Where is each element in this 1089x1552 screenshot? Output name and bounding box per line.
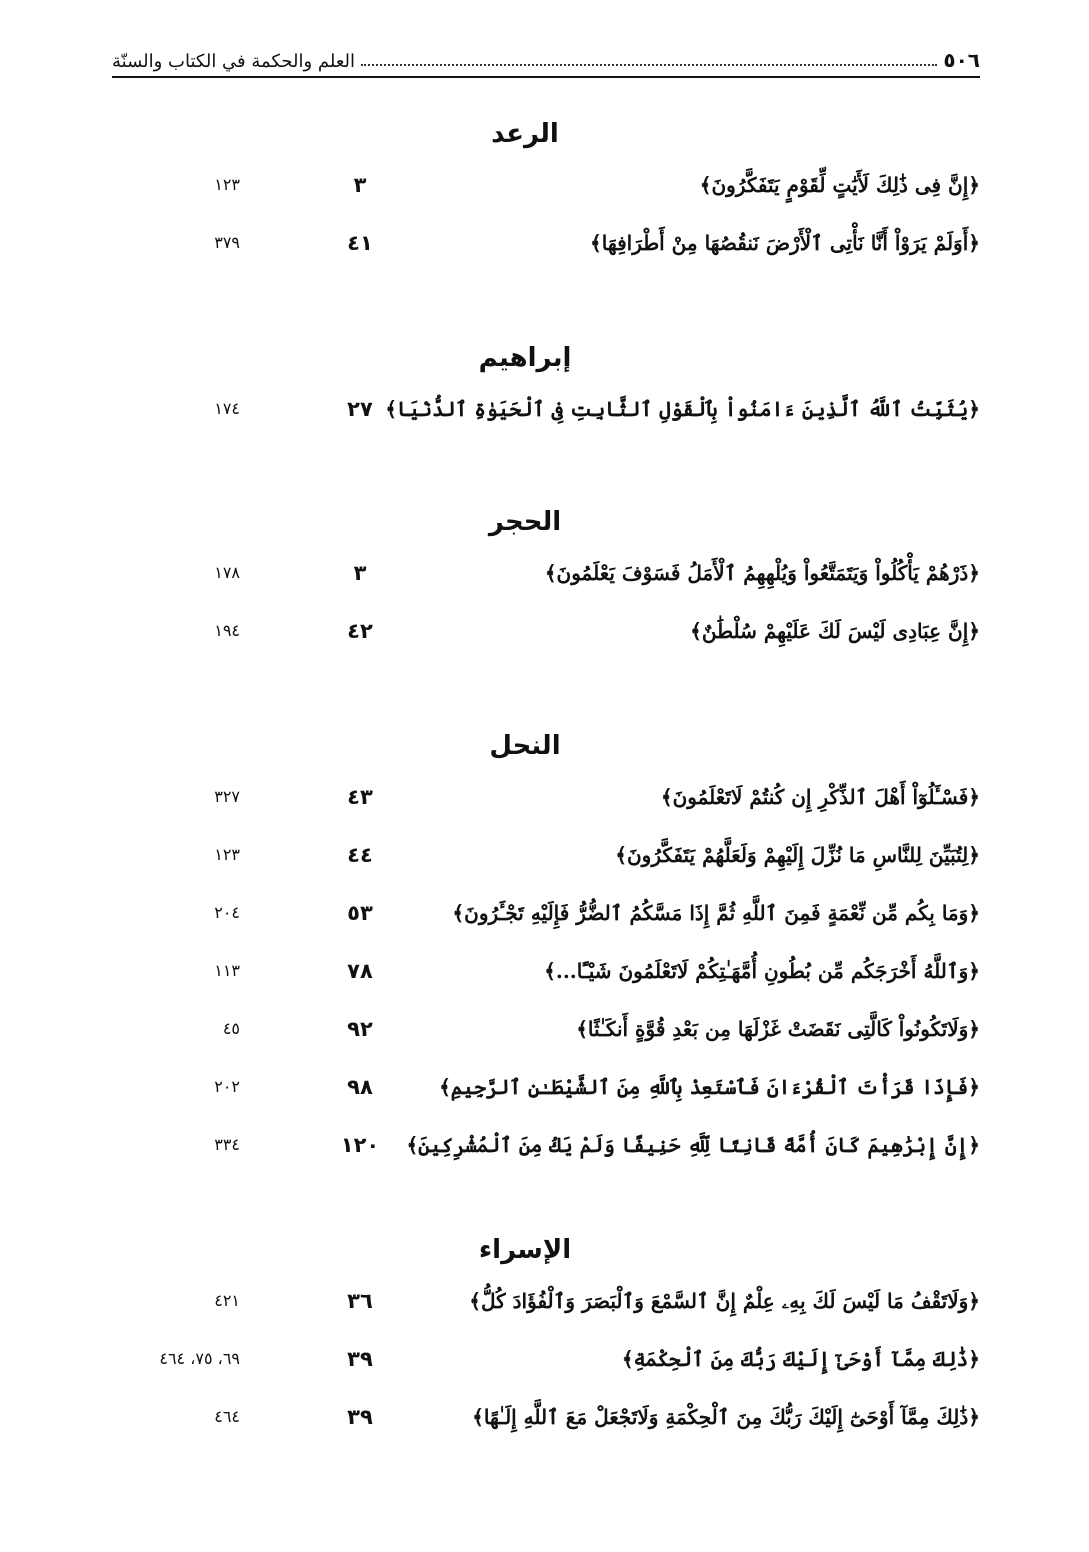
- page-references: ١٢٣: [214, 175, 240, 194]
- ayah-number: ٣٦: [347, 1289, 373, 1313]
- ayah-number: ٥٣: [347, 901, 373, 925]
- verse-row: [100, 380, 990, 438]
- page-references: ٤٢١: [214, 1291, 240, 1310]
- verse-text: ﴿إِنَّ إِبْرَٰهِيمَ كَانَ أُمَّةً قَانِتًا لِّلَّهِ حَنِيفًا وَلَمْ يَكُ مِنَ ٱلْمُشْرِكِينَ﴾: [406, 1133, 980, 1157]
- verse-row: [100, 602, 990, 660]
- verse-text: ﴿وَلَاتَكُونُواْ كَالَّتِى نَقَضَتْ غَزْلَهَا مِن بَعْدِ قُوَّةٍ أَنكَـٰثًا﴾: [576, 1017, 980, 1041]
- running-header: [112, 40, 980, 78]
- verse-text: ﴿ذَرْهُمْ يَأْكُلُواْ وَيَتَمَتَّعُواْ وَيُلْهِهِمُ ٱلْأَمَلُ فَسَوْفَ يَعْلَمُونَ﴾: [544, 561, 980, 585]
- surah-section: [100, 724, 990, 1174]
- ayah-number: ٩٨: [347, 1075, 373, 1099]
- verse-row: [100, 544, 990, 602]
- verse-row: [100, 1058, 990, 1116]
- verse-row: [100, 768, 990, 826]
- ayah-number: ٤١: [347, 231, 373, 255]
- verse-row: [100, 1272, 990, 1330]
- page-references: ٤٦٤: [214, 1407, 240, 1426]
- leader-dots: [361, 64, 937, 66]
- page-references: ١١٣: [214, 961, 240, 980]
- verse-text: ﴿إِنَّ عِبَادِى لَيْسَ لَكَ عَلَيْهِمْ سُلْطَٰنٌ﴾: [690, 619, 980, 643]
- verse-row: [100, 1388, 990, 1446]
- verse-text: ﴿وَٱللَّهُ أَخْرَجَكُم مِّن بُطُونِ أُمَّهَـٰتِكُمْ لَاتَعْلَمُونَ شَيْـًٔا...﴾: [544, 959, 980, 983]
- page-number: ٥٠٦: [943, 48, 980, 72]
- page-references: ٣٢٧: [214, 787, 240, 806]
- ayah-number: ٣٩: [347, 1405, 373, 1429]
- surah-section: [100, 336, 990, 438]
- ayah-number: ٤٤: [347, 843, 373, 867]
- ayah-number: ٣: [353, 173, 367, 197]
- verse-row: [100, 1000, 990, 1058]
- page-references: ٢٠٢: [214, 1077, 240, 1096]
- ayah-number: ٤٣: [347, 785, 373, 809]
- page-references: ٤٥: [222, 1019, 240, 1038]
- page-references: ٣٣٤: [214, 1135, 240, 1154]
- surah-heading: النحل: [489, 731, 561, 761]
- verse-text: ﴿فَإِذَا قَرَأْتَ ٱلْقُرْءَانَ فَٱسْتَعِذْ بِٱللَّهِ مِنَ ٱلشَّيْطَـٰنِ ٱلرَّجِيمِ﴾: [439, 1075, 980, 1099]
- ayah-number: ١٢٠: [340, 1133, 380, 1157]
- ayah-number: ٢٧: [347, 397, 373, 421]
- page-references: ١٧٤: [214, 399, 240, 418]
- surah-section: [100, 500, 990, 660]
- ayah-number: ٣٩: [347, 1347, 373, 1371]
- verse-row: [100, 156, 990, 214]
- surah-heading: الإسراء: [478, 1235, 572, 1265]
- page-references: ١٩٤: [214, 621, 240, 640]
- page-references: ٦٩، ٧٥، ٤٦٤: [159, 1349, 240, 1368]
- verse-text: ﴿يُثَبِّتُ ٱللَّهُ ٱلَّذِينَ ءَامَنُواْ بِٱلْقَوْلِ ٱلثَّابِتِ فِى ٱلْحَيَوٰةِ ٱلدُّنْيَا﴾: [385, 397, 980, 421]
- page-references: ١٢٣: [214, 845, 240, 864]
- verse-row: [100, 942, 990, 1000]
- verse-text: ﴿أَوَلَمْ يَرَوْاْ أَنَّا نَأْتِى ٱلْأَرْضَ نَنقُصُهَا مِنْ أَطْرَافِهَا﴾: [590, 231, 980, 255]
- verse-text: ﴿وَلَاتَقْفُ مَا لَيْسَ لَكَ بِهِۦ عِلْمٌ إِنَّ ٱلسَّمْعَ وَٱلْبَصَرَ وَٱلْفُؤَادَ كُلُّ﴾: [469, 1289, 980, 1313]
- page-references: ٣٧٩: [214, 233, 240, 252]
- verse-text: ﴿فَسْـَٔلُوٓاْ أَهْلَ ٱلذِّكْرِ إِن كُنتُمْ لَاتَعْلَمُونَ﴾: [660, 785, 980, 809]
- verse-text: ﴿إِنَّ فِى ذَٰلِكَ لَأَيَٰتٍ لِّقَوْمٍ يَتَفَكَّرُونَ﴾: [699, 173, 980, 197]
- page-references: ١٧٨: [214, 563, 240, 582]
- surah-heading: الرعد: [491, 119, 559, 149]
- verse-row: [100, 826, 990, 884]
- verse-text: ﴿ذَٰلِكَ مِمَّآ أَوْحَىٰٓ إِلَيْكَ رَبُّكَ مِنَ ٱلْحِكْمَةِ﴾: [621, 1347, 980, 1371]
- verse-row: [100, 1330, 990, 1388]
- verse-row: [100, 884, 990, 942]
- book-title: العلم والحكمة في الكتاب والسنّة: [112, 51, 355, 72]
- ayah-number: ٣: [353, 561, 367, 585]
- ayah-number: ٧٨: [347, 959, 373, 983]
- surah-heading: إبراهيم: [478, 343, 572, 373]
- ayah-number: ٩٢: [347, 1017, 373, 1041]
- verse-text: ﴿لِتُبَيِّنَ لِلنَّاسِ مَا نُزِّلَ إِلَيْهِمْ وَلَعَلَّهُمْ يَتَفَكَّرُونَ﴾: [615, 843, 980, 867]
- surah-section: [100, 1228, 990, 1446]
- verse-row: [100, 214, 990, 272]
- page-references: ٢٠٤: [214, 903, 240, 922]
- verse-text: ﴿وَمَا بِكُم مِّن نِّعْمَةٍ فَمِنَ ٱللَّهِ ثُمَّ إِذَا مَسَّكُمُ ٱلضُّرُّ فَإِلَيْهِ تَجْـَٔرُونَ﴾: [452, 901, 980, 925]
- verse-text: ﴿ذَٰلِكَ مِمَّآ أَوْحَىٰٓ إِلَيْكَ رَبُّكَ مِنَ ٱلْحِكْمَةِ وَلَاتَجْعَلْ مَعَ ٱللَّهِ إِلَـٰهًا﴾: [472, 1405, 980, 1429]
- verse-row: [100, 1116, 990, 1174]
- surah-heading: الحجر: [488, 507, 562, 537]
- surah-section: [100, 112, 990, 272]
- ayah-number: ٤٢: [347, 619, 373, 643]
